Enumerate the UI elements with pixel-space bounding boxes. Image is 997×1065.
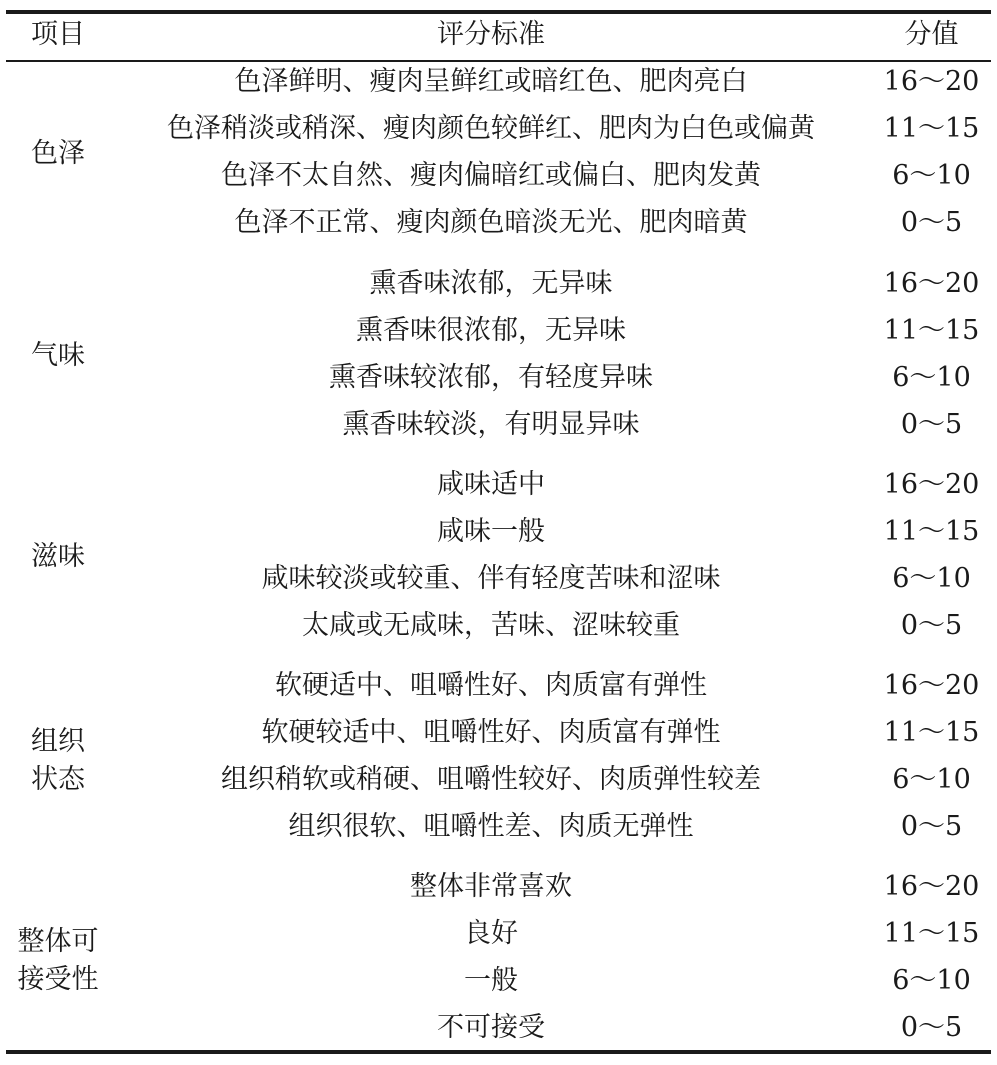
score-cell: 0～5: [900, 811, 963, 842]
score-cell: 16～20: [883, 670, 980, 701]
score-cell: 0～5: [900, 610, 963, 641]
item-label-line: 接受性: [17, 964, 99, 995]
score-cell: 16～20: [883, 268, 980, 299]
criteria-cell: 咸味较淡或较重、伴有轻度苦味和涩味: [261, 563, 721, 594]
item-label-line: 气味: [31, 340, 85, 371]
criteria-cell: 色泽不太自然、瘦肉偏暗红或偏白、肥肉发黄: [221, 160, 761, 191]
item-label-line: 色泽: [31, 138, 85, 169]
score-cell: 11～15: [883, 516, 980, 547]
table-bottom-rule: [6, 1050, 991, 1054]
criteria-cell: 色泽不正常、瘦肉颜色暗淡无光、肥肉暗黄: [234, 207, 748, 238]
criteria-cell: 良好: [464, 918, 518, 949]
criteria-cell: 色泽鲜明、瘦肉呈鲜红或暗红色、肥肉亮白: [234, 66, 748, 97]
score-cell: 6～10: [892, 965, 971, 996]
score-cell: 6～10: [892, 563, 971, 594]
score-cell: 16～20: [883, 469, 980, 500]
item-label-color: [6, 135, 110, 173]
criteria-cell: 整体非常喜欢: [410, 871, 572, 902]
criteria-cell: 组织很软、咀嚼性差、肉质无弹性: [288, 811, 694, 842]
score-cell: 0～5: [900, 409, 963, 440]
criteria-cell: 组织稍软或稍硬、咀嚼性较好、肉质弹性较差: [221, 764, 761, 795]
header-rule: [6, 60, 991, 62]
table-top-rule: [6, 10, 991, 14]
score-cell: 16～20: [883, 871, 980, 902]
criteria-cell: 熏香味较浓郁，有轻度异味: [329, 362, 653, 393]
item-label-texture: [6, 723, 110, 799]
criteria-cell: 软硬较适中、咀嚼性好、肉质富有弹性: [261, 717, 721, 748]
score-cell: 11～15: [883, 113, 980, 144]
header-score: 分值: [904, 19, 959, 50]
score-cell: 16～20: [883, 66, 980, 97]
score-cell: 6～10: [892, 160, 971, 191]
item-label-line: 状态: [31, 764, 85, 795]
item-label-smell: [6, 337, 110, 375]
item-label-taste: [6, 538, 110, 576]
score-cell: 11～15: [883, 717, 980, 748]
criteria-cell: 熏香味很浓郁，无异味: [356, 315, 626, 346]
item-label-line: 整体可: [17, 926, 99, 957]
score-cell: 11～15: [883, 315, 980, 346]
criteria-cell: 咸味一般: [437, 516, 545, 547]
criteria-cell: 熏香味浓郁，无异味: [369, 268, 613, 299]
criteria-cell: 咸味适中: [437, 469, 545, 500]
item-label-line: 滋味: [31, 541, 85, 572]
item-label-acceptability: [6, 923, 110, 999]
score-cell: 0～5: [900, 1012, 963, 1043]
criteria-cell: 不可接受: [437, 1012, 545, 1043]
score-cell: 6～10: [892, 362, 971, 393]
criteria-cell: 一般: [464, 965, 518, 996]
score-cell: 11～15: [883, 918, 980, 949]
header-criteria: 评分标准: [437, 19, 545, 50]
criteria-cell: 软硬适中、咀嚼性好、肉质富有弹性: [275, 670, 707, 701]
item-label-line: 组织: [31, 726, 85, 757]
criteria-cell: 熏香味较淡，有明显异味: [342, 409, 640, 440]
score-cell: 0～5: [900, 207, 963, 238]
criteria-cell: 色泽稍淡或稍深、瘦肉颜色较鲜红、肥肉为白色或偏黄: [167, 113, 815, 144]
criteria-cell: 太咸或无咸味，苦味、涩味较重: [302, 610, 680, 641]
header-item: 项目: [31, 19, 85, 50]
score-cell: 6～10: [892, 764, 971, 795]
